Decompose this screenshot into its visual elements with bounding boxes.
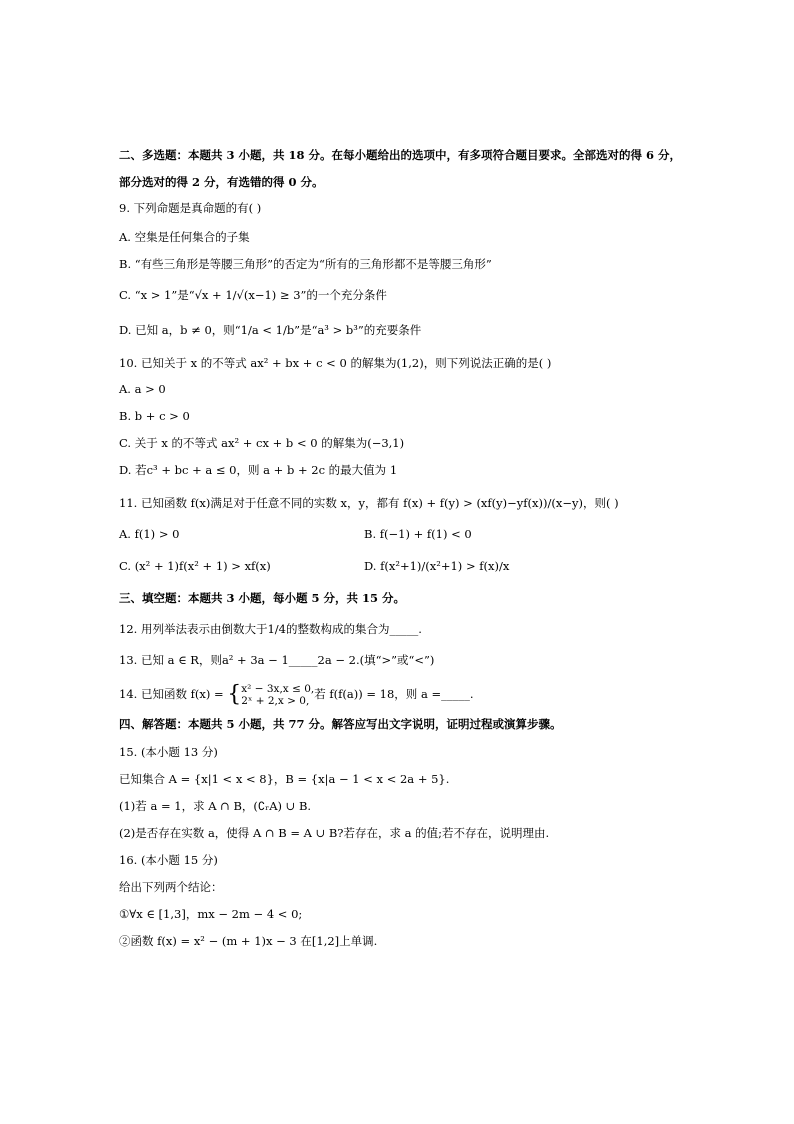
section2-header-line1: 二、多选题：本题共 3 小题，共 18 分。在每小题给出的选项中，有多项符合题目要求。全部选对的得 6 分，	[119, 148, 682, 162]
q11-option-d: D. f(x²+1)/(x²+1) > f(x)/x	[364, 559, 510, 573]
q16-intro: 给出下列两个结论：	[119, 880, 223, 894]
q9-option-a: A. 空集是任何集合的子集	[119, 230, 250, 244]
q10-stem: 10. 已知关于 x 的不等式 ax² + bx + c < 0 的解集为(1,2)，则下列说法正确的是( )	[119, 356, 552, 370]
q14-stem-end: 若 f(f(a)) = 18，则 a =_____.	[314, 687, 474, 701]
q15-given: 已知集合 A = {x|1 < x < 8}，B = {x|a − 1 < x < 2a + 5}.	[119, 772, 450, 786]
q15-title: 15. (本小题 13 分)	[119, 745, 218, 759]
q10-option-b: B. b + c > 0	[119, 409, 190, 423]
q13: 13. 已知 a ∈ R，则a² + 3a − 1_____2a − 2.(填“>”或“<”)	[119, 653, 435, 667]
q14	[119, 683, 474, 707]
q11-option-b: B. f(−1) + f(1) < 0	[364, 527, 472, 541]
q15-part2: (2)是否存在实数 a，使得 A ∩ B = A ∪ B?若存在，求 a 的值;若不存在，说明理由.	[119, 826, 550, 840]
q14-brace: {	[227, 682, 242, 707]
section2-header-line2: 部分选对的得 2 分，有选错的得 0 分。	[119, 175, 324, 189]
q10-option-d: D. 若c³ + bc + a ≤ 0，则 a + b + 2c 的最大值为 1	[119, 463, 398, 477]
q16-title: 16. (本小题 15 分)	[119, 853, 218, 867]
q9-option-b: B. “有些三角形是等腰三角形”的否定为“所有的三角形都不是等腰三角形”	[119, 257, 492, 271]
q9-option-c: C. “x > 1”是“√x + 1/√(x−1) ≥ 3”的一个充分条件	[119, 288, 387, 302]
q14-case1: x² − 3x,x ≤ 0,	[241, 683, 315, 695]
section4-header: 四、解答题：本题共 5 小题，共 77 分。解答应写出文字说明，证明过程或演算步骤。	[119, 717, 562, 731]
q12: 12. 用列举法表示由倒数大于1/4的整数构成的集合为_____.	[119, 622, 422, 636]
q14-cases	[241, 683, 314, 707]
section3-header: 三、填空题：本题共 3 小题，每小题 5 分，共 15 分。	[119, 591, 406, 605]
q9-stem: 9. 下列命题是真命题的有( )	[119, 201, 262, 215]
q16-conclusion-2: ②函数 f(x) = x² − (m + 1)x − 3 在[1,2]上单调.	[119, 934, 378, 948]
q10-option-c: C. 关于 x 的不等式 ax² + cx + b < 0 的解集为(−3,1)	[119, 436, 405, 450]
q9-option-d: D. 已知 a，b ≠ 0，则“1/a < 1/b”是“a³ > b³”的充要条件	[119, 323, 422, 337]
q15-part1: (1)若 a = 1，求 A ∩ B，(∁ᵣA) ∪ B.	[119, 799, 312, 813]
q11-option-a: A. f(1) > 0	[119, 527, 180, 541]
q11-stem: 11. 已知函数 f(x)满足对于任意不同的实数 x，y，都有 f(x) + f(y) > (xf(y)−yf(x))/(x−y)，则( )	[119, 496, 619, 510]
q16-conclusion-1: ①∀x ∈ [1,3]，mx − 2m − 4 < 0;	[119, 907, 303, 921]
q10-option-a: A. a > 0	[119, 382, 166, 396]
q11-option-c: C. (x² + 1)f(x² + 1) > xf(x)	[119, 559, 271, 573]
q14-case2: 2ˣ + 2,x > 0,	[241, 695, 310, 707]
q14-stem-start: 14. 已知函数 f(x) =	[119, 687, 228, 701]
